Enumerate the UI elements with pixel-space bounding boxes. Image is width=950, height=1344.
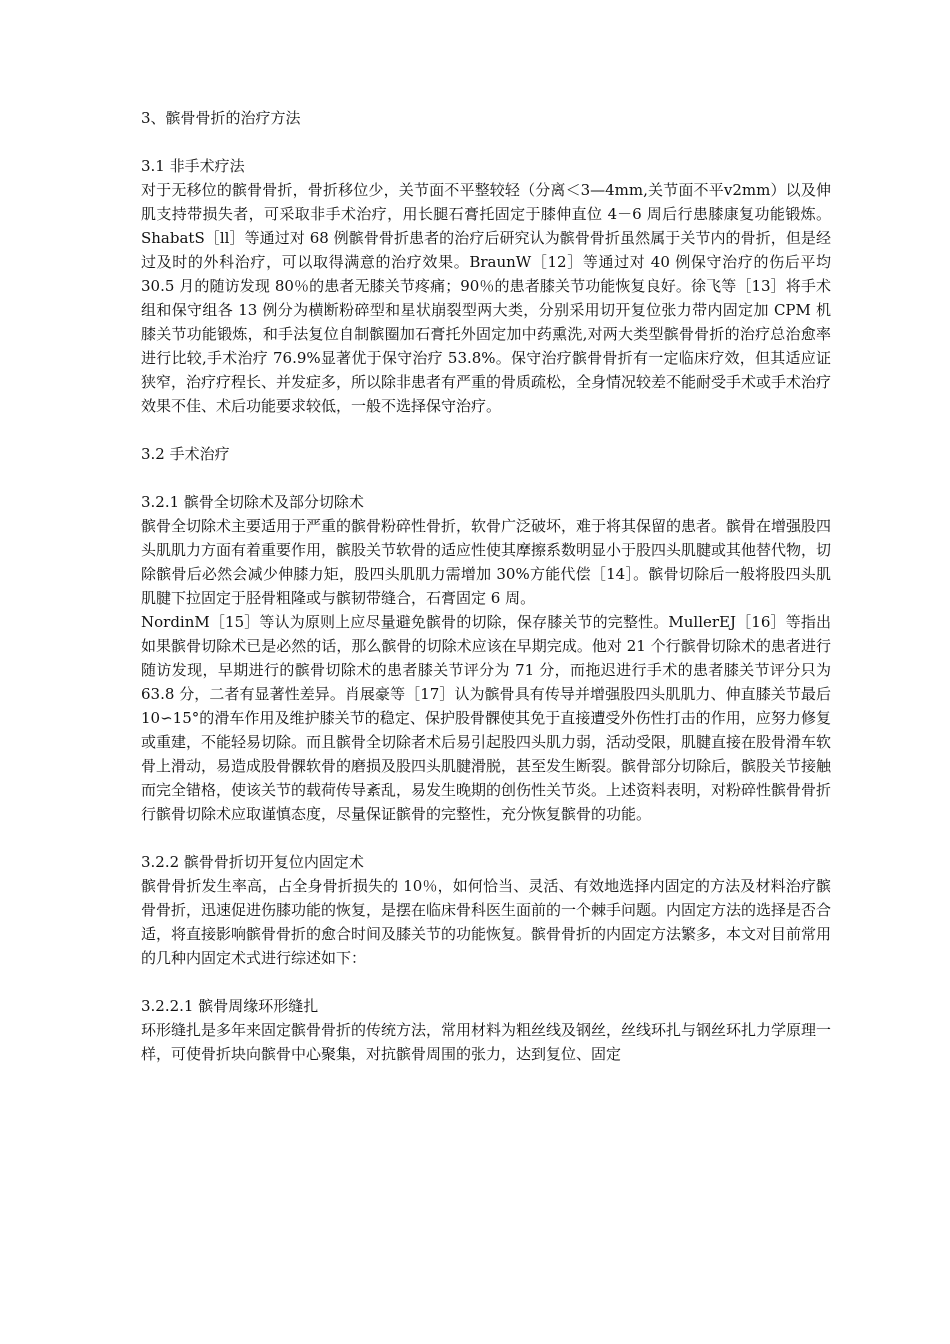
section-3-1-heading: 3.1 非手术疗法: [141, 157, 245, 175]
section-3-2-heading: 3.2 手术治疗: [141, 445, 230, 463]
section-3-2-1-heading: 3.2.1 髌骨全切除术及部分切除术: [141, 493, 364, 511]
section-3-2-2-heading: 3.2.2 髌骨骨折切开复位内固定术: [141, 853, 364, 871]
section-3-2-2-1-heading: 3.2.2.1 髌骨周缘环形缝扎: [141, 997, 319, 1015]
section-3-heading: 3、髌骨骨折的治疗方法: [141, 109, 301, 127]
document-body: [141, 106, 831, 1066]
section-3-2-2-paragraph: 髌骨骨折发生率高，占全身骨折损失的 10％，如何恰当、灵活、有效地选择内固定的方法及材料治疗髌骨骨折，迅速促进伤膝功能的恢复，是摆在临床骨科医生面前的一个棘手问题。内固定方法的选择是否合适，将直接影响髌骨骨折的愈合时间及膝关节的功能恢复。髌骨骨折的内固定方法繁多，本文对目前常用的几种内固定术式进行综述如下：: [141, 877, 832, 967]
section-3-1-paragraph: 对于无移位的髌骨骨折，骨折移位少，关节面不平整较轻（分离＜3—4mm,关节面不平v2mm）以及伸肌支持带损失者，可采取非手术治疗，用长腿石膏托固定于膝伸直位 4－6 周后行患膝康复功能锻炼。ShabatS［ll］等通过对 68 例髌骨骨折患者的治疗后研究认为髌骨骨折虽然属于关节内的骨折，但是经过及时的外科治疗，可以取得满意的治疗效果。BraunW［12］等通过对 40 例保守治疗的伤后平均 30.5 月的随访发现 80％的患者无膝关节疼痛；90％的患者膝关节功能恢复良好。徐飞等［13］将手术组和保守组各 13 例分为横断粉碎型和星状崩裂型两大类，分别采用切开复位张力带内固定加 CPM 机膝关节功能锻炼，和手法复位自制髌圈加石膏托外固定加中药熏洗,对两大类型髌骨骨折的治疗总治愈率进行比较,手术治疗 76.9%显著优于保守治疗 53.8%。保守治疗髌骨骨折有一定临床疗效，但其适应证狭窄，治疗疗程长、并发症多，所以除非患者有严重的骨质疏松，全身情况较差不能耐受手术或手术治疗效果不佳、术后功能要求较低，一般不选择保守治疗。: [141, 181, 832, 415]
section-3-2-1-paragraph-1: 髌骨全切除术主要适用于严重的髌骨粉碎性骨折，软骨广泛破坏，难于将其保留的患者。髌骨在增强股四头肌肌力方面有着重要作用，髌股关节软骨的适应性使其摩擦系数明显小于股四头肌腱或其他替代物，切除髌骨后必然会减少伸膝力矩，股四头肌肌力需增加 30%方能代偿［14］。髌骨切除后一般将股四头肌肌腱下拉固定于胫骨粗隆或与髌韧带缝合，石膏固定 6 周。: [141, 517, 832, 607]
section-3-2-2-1-paragraph: 环形缝扎是多年来固定髌骨骨折的传统方法，常用材料为粗丝线及钢丝，丝线环扎与钢丝环扎力学原理一样，可使骨折块向髌骨中心聚集，对抗髌骨周围的张力，达到复位、固定: [141, 1021, 832, 1063]
section-3-2-1-paragraph-2: NordinM［15］等认为原则上应尽量避免髌骨的切除，保存膝关节的完整性。MullerEJ［16］等指出如果髌骨切除术已是必然的话，那么髌骨的切除术应该在早期完成。他对 21 个行髌骨切除术的患者进行随访发现，早期进行的髌骨切除术的患者膝关节评分为 71 分，而拖迟进行手术的患者膝关节评分只为 63.8 分，二者有显著性差异。肖展豪等［17］认为髌骨具有传导并增强股四头肌肌力、伸直膝关节最后 10∽15°的滑车作用及维护膝关节的稳定、保护股骨髁使其免于直接遭受外伤性打击的作用，应努力修复或重建，不能轻易切除。而且髌骨全切除者术后易引起股四头肌力弱，活动受限，肌腱直接在股骨滑车软骨上滑动，易造成股骨髁软骨的磨损及股四头肌腱滑脱，甚至发生断裂。髌骨部分切除后，髌股关节接触而完全错格，使该关节的载荷传导紊乱，易发生晚期的创伤性关节炎。上述资料表明，对粉碎性髌骨骨折行髌骨切除术应取谨慎态度，尽量保证髌骨的完整性，充分恢复髌骨的功能。: [141, 613, 832, 823]
